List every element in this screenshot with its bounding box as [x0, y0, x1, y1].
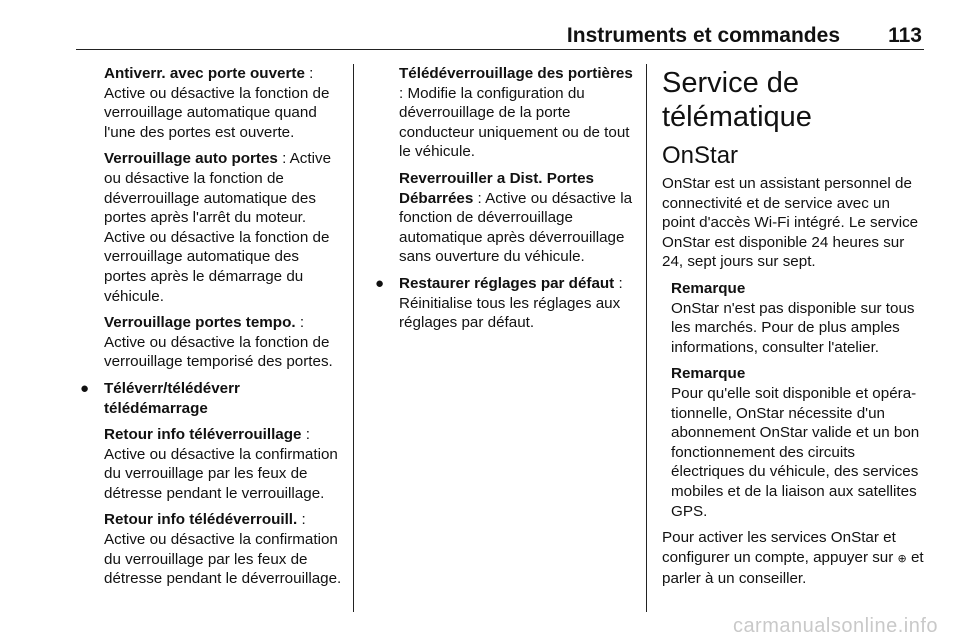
term-antiverr: Antiverr. avec porte ouverte	[104, 65, 305, 82]
term-verrouillage-tempo: Verrouillage portes tempo.	[104, 314, 296, 332]
watermark: carmanualsonline.info	[732, 615, 938, 637]
subsection-title: OnStar	[662, 142, 739, 169]
term-restaurer: Restaurer réglages par défaut	[399, 274, 615, 292]
bullet-item-televerr	[80, 379, 342, 418]
desc-verrouillage-tempo: : Active ou désactive la fonction de verrouillage temporisé des portes.	[104, 314, 333, 371]
column-divider-2	[646, 64, 647, 612]
term-retour-televerr: Retour info téléverrouillage	[104, 426, 302, 444]
onstar-button-icon: ⊕	[897, 552, 907, 565]
column-3	[662, 64, 926, 596]
desc-reverrouiller: : Active ou désactive la fonction de déverrouillage automatique après déverrouillage sans ouverture du véhicule.	[399, 189, 633, 266]
desc-retour-teledeverr: : Active ou désactive la confirmation du verrouillage par les feux de détresse pendant le déverrouillage.	[104, 511, 342, 588]
note-1-title: Remarque	[671, 279, 746, 297]
term-verrouillage-auto: Verrouillage auto portes	[104, 150, 278, 168]
column-1	[80, 64, 342, 596]
paragraph-retour-televerr	[104, 425, 342, 503]
desc-retour-televerr: : Active ou désactive la confirmation du verrouillage par les feux de détresse pendant le verrouillage.	[104, 426, 338, 502]
paragraph-retour-teledeverr	[104, 510, 342, 588]
note-2	[671, 364, 926, 521]
bullet-title-televerr: Téléverr/télédéverr télédémarrage	[104, 379, 240, 417]
desc-teledeverr-portieres: : Modifie la configuration du déverrouillage de la porte conducteur uniquement ou de tout le véhicule.	[399, 84, 630, 161]
bullet-icon: ●	[80, 379, 90, 397]
desc-restaurer: : Réinitialise tous les réglages aux réglages par défaut.	[399, 274, 623, 332]
term-reverrouiller: Reverrouiller a Dist. Portes Débarrées	[399, 169, 594, 207]
column-2	[375, 64, 637, 340]
note-1-text: OnStar n'est pas disponible sur tous les marchés. Pour de plus amples informations, consulter l'atelier.	[671, 299, 915, 356]
bullet-item-restaurer	[375, 274, 637, 333]
page-number: 113	[888, 24, 922, 47]
activate-text-after: et parler à un conseiller.	[662, 548, 924, 588]
paragraph-teledeverr-portieres	[399, 64, 637, 162]
page-header-title: Instruments et commandes	[566, 24, 840, 47]
paragraph-antiverr	[104, 64, 342, 142]
desc-verrouillage-auto: : Active ou désactive la fonction de déverrouillage automatique des portes après l'arrêt du moteur. Active ou désactive la fonction de verrouillage automatique des portes après le démarrage du véhicule.	[104, 150, 332, 305]
header-rule	[76, 49, 924, 50]
note-2-text: Pour qu'elle soit disponible et opérationnelle, OnStar nécessite d'un abonnement OnStar valide et un bon fonctionnement des circuits électriques du véhicule, des services mobiles et de la liaison aux satellites GPS.	[671, 384, 920, 520]
paragraph-verrouillage-auto	[104, 149, 342, 306]
activate-text-before: Pour activer les services OnStar et configurer un compte, appuyer sur	[662, 529, 898, 566]
paragraph-onstar-activate	[662, 528, 926, 589]
bullet-icon: ●	[375, 274, 385, 292]
term-teledeverr-portieres: Télédéverrouillage des portières	[399, 65, 633, 82]
paragraph-verrouillage-tempo	[104, 313, 342, 372]
note-2-title: Remarque	[671, 365, 746, 383]
term-retour-teledeverr: Retour info télédéverrouill.	[104, 511, 298, 529]
paragraph-reverrouiller	[399, 169, 637, 267]
section-title: Service de télématique	[662, 67, 812, 133]
column-divider-1	[353, 64, 354, 612]
note-1	[671, 279, 926, 357]
desc-antiverr: : Active ou désactive la fonction de verrouillage automatique quand l'une des portes est ouverte.	[104, 65, 330, 141]
paragraph-onstar-intro: OnStar est un assistant personnel de connectivité et de service avec un point d'accès Wi-Fi intégré. Le service OnStar est disponible 24 heures sur 24, sept jours sur sept.	[662, 175, 919, 271]
